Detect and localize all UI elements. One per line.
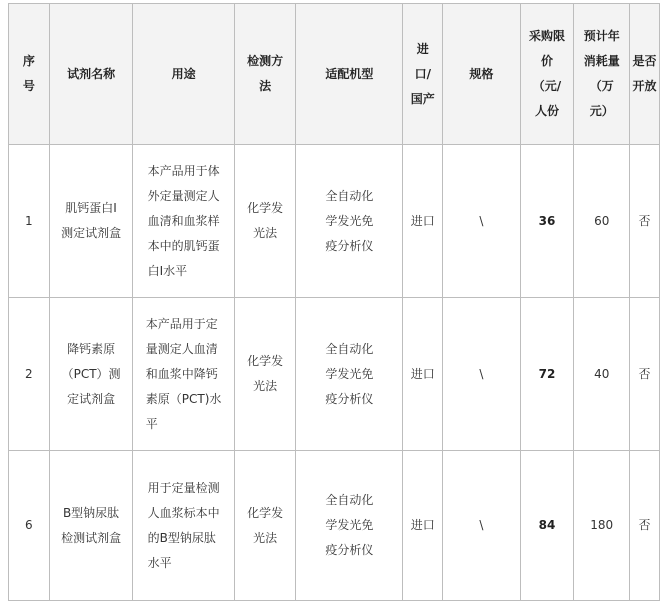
cell-spec: \ (443, 298, 520, 451)
cell-price: 72 (520, 298, 574, 451)
cell-seq: 1 (9, 145, 50, 298)
header-method: 检测方 法 (234, 4, 296, 145)
cell-origin: 进口 (403, 451, 443, 601)
cell-method: 化学发 光法 (234, 145, 296, 298)
cell-model: 全自动化 学发光免 疫分析仪 (296, 451, 403, 601)
cell-name: B型钠尿肽 检测试剂盒 (49, 451, 133, 601)
cell-price: 36 (520, 145, 574, 298)
header-seq: 序 号 (9, 4, 50, 145)
reagent-procurement-table (8, 3, 660, 601)
cell-spec: \ (443, 451, 520, 601)
table-row (9, 451, 660, 601)
cell-open: 否 (630, 451, 660, 601)
table-row (9, 298, 660, 451)
cell-model: 全自动化 学发光免 疫分析仪 (296, 145, 403, 298)
cell-method: 化学发 光法 (234, 298, 296, 451)
table-row (9, 145, 660, 298)
cell-open: 否 (630, 145, 660, 298)
cell-price: 84 (520, 451, 574, 601)
cell-open: 否 (630, 298, 660, 451)
header-spec: 规格 (443, 4, 520, 145)
cell-annual: 40 (574, 298, 630, 451)
table-header-row (9, 4, 660, 145)
cell-use: 用于定量检测 人血浆标本中 的B型钠尿肽 水平 (133, 451, 234, 601)
cell-name: 降钙素原 （PCT）测 定试剂盒 (49, 298, 133, 451)
cell-annual: 60 (574, 145, 630, 298)
header-name: 试剂名称 (49, 4, 133, 145)
cell-use: 本产品用于体 外定量测定人 血清和血浆样 本中的肌钙蛋 白I水平 (133, 145, 234, 298)
header-use: 用途 (133, 4, 234, 145)
cell-seq: 6 (9, 451, 50, 601)
cell-model: 全自动化 学发光免 疫分析仪 (296, 298, 403, 451)
cell-seq: 2 (9, 298, 50, 451)
cell-method: 化学发 光法 (234, 451, 296, 601)
cell-spec: \ (443, 145, 520, 298)
header-price: 采购限 价 （元/ 人份 (520, 4, 574, 145)
header-origin: 进 口/ 国产 (403, 4, 443, 145)
cell-use: 本产品用于定 量测定人血清 和血浆中降钙 素原（PCT)水 平 (133, 298, 234, 451)
cell-origin: 进口 (403, 145, 443, 298)
cell-annual: 180 (574, 451, 630, 601)
header-annual: 预计年 消耗量 （万 元） (574, 4, 630, 145)
procurement-table-wrapper (8, 3, 660, 601)
cell-name: 肌钙蛋白I 测定试剂盒 (49, 145, 133, 298)
header-model: 适配机型 (296, 4, 403, 145)
header-open: 是否 开放 (630, 4, 660, 145)
cell-origin: 进口 (403, 298, 443, 451)
